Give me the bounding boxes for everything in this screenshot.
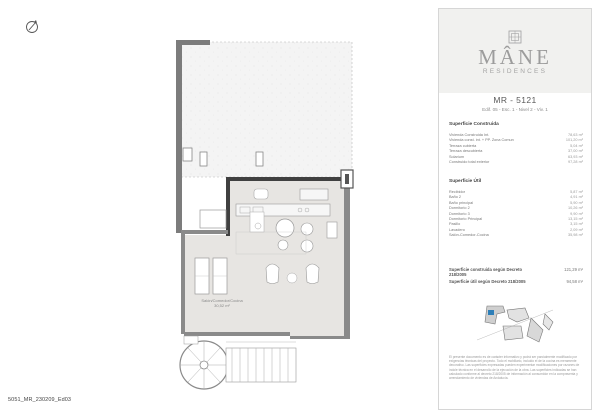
list-item: Lavadero 2,09 m²	[449, 227, 583, 232]
stairs	[226, 348, 296, 382]
list-item: Construido total exterior 97,28 m²	[449, 160, 583, 165]
brand-name: MÂNE	[478, 45, 552, 69]
list-item: Salón-Comedor-Cocina 35,98 m²	[449, 233, 583, 238]
summary-row: Superficie construida según Decreto 218/2005 121,29 m²	[449, 267, 583, 278]
list-item: Terraza cubierta 5,04 m²	[449, 143, 583, 148]
info-panel	[438, 8, 592, 410]
util-rows	[449, 190, 583, 239]
list-item: Recibidor 5,87 m²	[449, 190, 583, 194]
list-item: Pasillo 3,15 m²	[449, 222, 583, 227]
unit-code: MR - 5121	[493, 95, 537, 105]
list-item: Dormitorio Principal 13,15 m²	[449, 217, 583, 222]
room-label: Salón/Comedor/Cocina 30,52 m²	[201, 298, 243, 308]
list-item: Dormitorio 3 9,90 m²	[449, 211, 583, 216]
brand-subtitle: RESIDENCES	[482, 68, 548, 75]
area-summary	[449, 267, 583, 287]
north-compass-icon	[24, 18, 40, 34]
dining-table	[276, 219, 294, 237]
section-title-util: Superficie Útil	[449, 179, 482, 184]
list-item: Vivienda Construida Int. 78,63 m²	[449, 133, 583, 137]
list-item: Baño principal 5,90 m²	[449, 200, 583, 205]
disclaimer-text: El presente documento es de carácter informativo y podrá ser parcialmente modificado por exigencias técnicas del proyecto. Todo el mobiliario, incluido el de la cocina es meramente decorativo. Las superficies expresadas pueden experimentar modificaciones por razones de índole técnica en el desarrollo de la ejecución de la obra. Las superficies indicadas se han calculado conforme al decreto 218/2005 de información al consumidor en la compraventa y arrendamiento de viviendas de Andalucía.	[449, 355, 580, 381]
key-plan-icon	[473, 300, 557, 346]
list-item: Baño 2 4,91 m²	[449, 195, 583, 200]
brand-header	[439, 9, 591, 93]
list-item: Solarium 63,93 m²	[449, 154, 583, 159]
list-item: Dormitorio 2 10,26 m²	[449, 206, 583, 211]
list-item: Terraza descubierta 37,00 m²	[449, 149, 583, 154]
summary-row: Superficie útil según Decreto 218/2005 94,58 m²	[449, 279, 583, 285]
terrace-wall	[176, 40, 182, 233]
construida-rows	[449, 133, 583, 165]
document-code: 5051_MR_230209_Ed03	[8, 397, 72, 403]
unit-location: Edif. 05 - Esc. 1 - Nivel 2 - Viv. 1	[482, 107, 548, 112]
mane-emblem-icon	[508, 30, 522, 44]
list-item: Vivienda const. int. + PP. Zona Comun 101,20 m²	[449, 138, 583, 143]
section-title-construida: Superficie Construida	[449, 122, 499, 127]
